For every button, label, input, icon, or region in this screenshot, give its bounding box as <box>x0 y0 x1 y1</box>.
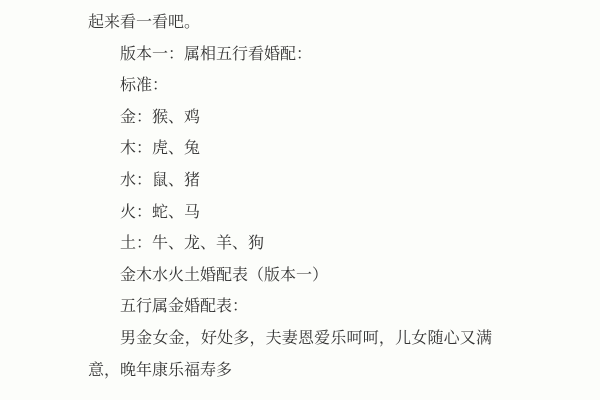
paragraph-standard-label: 标准： <box>120 77 169 95</box>
paragraph-match-table-title: 金木水火土婚配表（版本一） <box>120 266 329 284</box>
paragraph-version-one-title: 版本一：属相五行看婚配： <box>120 45 313 63</box>
paragraph-metal-animals: 金：猴、鸡 <box>120 108 201 126</box>
paragraph-wood-animals: 木：虎、兔 <box>120 140 201 158</box>
paragraph-intro-tail: 起来看一看吧。 <box>88 14 201 31</box>
paragraph-earth-animals: 土：牛、龙、羊、狗 <box>120 235 265 253</box>
paragraph-gold-match-description: 男金女金，好处多，夫妻恩爱乐呵呵，儿女随心又满意，晚年康乐福寿多 <box>88 329 492 379</box>
document-text-block <box>88 7 492 386</box>
paragraph-water-animals: 水：鼠、猪 <box>120 171 201 189</box>
paragraph-fire-animals: 火：蛇、马 <box>120 203 201 221</box>
paragraph-gold-table-label: 五行属金婚配表： <box>120 298 249 316</box>
